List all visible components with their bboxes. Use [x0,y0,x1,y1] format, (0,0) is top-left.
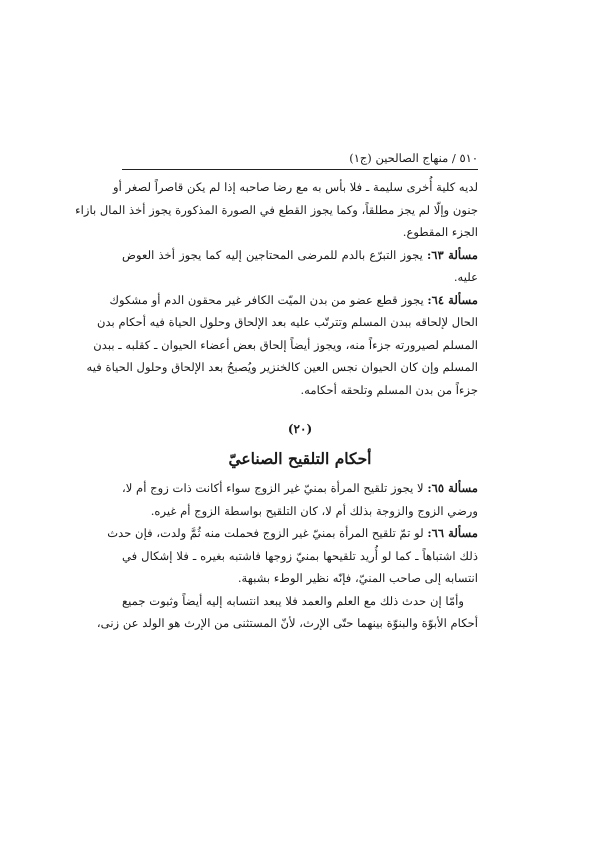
text-line: وأمّا إن حدث ذلك مع العلم والعمد فلا يبعد انتسابه إليه أيضاً وثبوت جميع [122,593,464,608]
text-line [109,289,478,312]
text-line: انتسابه إلى صاحب المنيّ، فإنّه نظير الوطء بشبهة. [237,571,478,585]
text-line: لديه كلية أُخرى سليمة ـ فلا بأس به مع رضا صاحبه إذا لم يكن قاصراً لصغر أو [113,180,478,194]
masala-text: لا يجوز تلقيح المرأة بمنيّ غير الزوج سواء أكانت ذات زوج أم لا، [122,481,428,495]
page-body [75,176,478,635]
text-line: جزءاً من بدن المسلم وتلحقه أحكامه. [300,382,478,397]
text-line: المسلم لصيرورته جزءاً منه، ويجوز أيضاً إلحاق بعض أعضاء الحيوان ـ كقلبه ـ ببدن [93,337,478,352]
text-line: جنون وإلّا لم يجز مطلقاً، وكما يجوز القطع في الصورة المذكورة يجوز أخذ المال بازاء [75,202,478,217]
masala-65 [122,477,478,522]
section-number: (٢٠) [287,422,313,436]
text-line [107,522,478,545]
masala-label: مسألة ٦٦: [427,526,478,540]
text-line: عليه. [453,270,478,284]
paragraph-top [75,176,478,244]
masala-text: لو تمّ تلقيح المرأة بمنيّ غير الزوج فحملت منه ثُمَّ ولدت، فإن حدث [107,526,428,540]
masala-text: يجوز قطع عضو من بدن الميّت الكافر غير محقون الدم أو مشكوك [109,292,428,307]
masala-label: مسألة ٦٤: [427,292,478,307]
section-title: أحكام التلقيح الصناعيّ [228,449,372,468]
text-line [122,244,478,267]
masala-64 [86,289,478,402]
text-line: المسلم وإن كان الحيوان نجس العين كالخنزير ويُصبحُ بعد الإلحاق وحلول الحياة فيه [86,360,478,374]
masala-text: يجوز التبرّع بالدم للمرضى المحتاجين إليه كما يجوز أخذ العوض [122,247,427,262]
text-line [122,477,478,500]
text-line: ورضي الزوج والزوجة بذلك أم لا، كان التلقيح بواسطة الزوج أم غيره. [150,503,478,518]
final-paragraph [96,590,478,635]
book-page [75,148,478,635]
masala-66 [107,522,478,590]
masala-label: مسألة ٦٣: [426,247,478,262]
running-header: ٥١٠ / منهاج الصالحين (ج١) [122,148,478,170]
masala-label: مسألة ٦٥: [427,481,478,495]
text-line: ذلك اشتباهاً ـ كما لو أُريد تلقيحها بمنيّ زوجها فاشتبه بغيره ـ فلا إشكال في [122,548,478,563]
masala-63 [122,244,478,289]
text-line: أحكام الأبوّة والبنوّة بينهما حتّى الإرث، لأنّ المستثنى من الإرث هو الولد عن زنى، [96,616,478,630]
text-line: الحال لإلحاقه ببدن المسلم وتترتّب عليه بعد الإلحاق وحلول الحياة فيه أحكام بدن [96,315,478,329]
text-line: الجزء المقطوع. [402,225,478,239]
